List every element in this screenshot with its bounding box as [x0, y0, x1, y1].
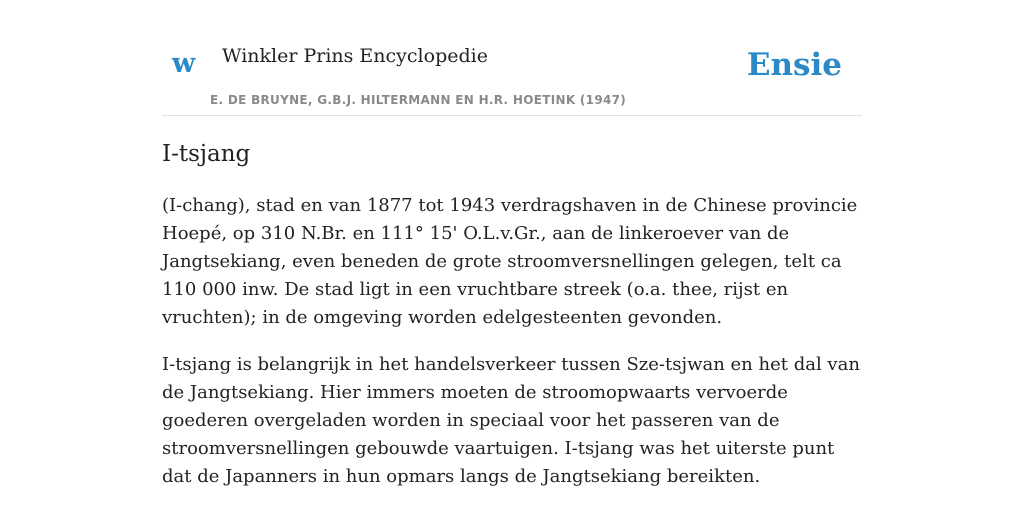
winkler-prins-logo[interactable]: w	[172, 48, 196, 79]
article-paragraph-1: (I-chang), stad en van 1877 tot 1943 verdragshaven in de Chinese provincie Hoepé, op 310 N.Br. en 111° 15' O.L.v.Gr., aan de linkeroever van de Jangtsekiang, even beneden de grote stroomversnellingen gelegen, telt ca 110 000 inw. De stad ligt in een vruchtbare streek (o.a. thee, rijst en vruchten); in de omgeving worden edelgesteenten gevonden.	[162, 195, 858, 328]
header	[162, 0, 862, 116]
authors-line: E. DE BRUYNE, G.B.J. HILTERMANN EN H.R. HOETINK (1947)	[210, 93, 627, 107]
ensie-logo[interactable]: Ensie	[746, 47, 842, 83]
article-paragraph-2: I-tsjang is belangrijk in het handelsverkeer tussen Sze-tsjwan en het dal van de Jangtsekiang. Hier immers moeten de stroomopwaarts vervoerde goederen overgeladen worden in speciaal voor het passeren van de stroomversnellingen gebouwde vaartuigen. I-tsjang was het uiterste punt dat de Japanners in hun opmars langs de Jangtsekiang bereikten.	[162, 354, 860, 487]
encyclopedia-title[interactable]: Winkler Prins Encyclopedie	[222, 45, 488, 67]
article-title: I-tsjang	[162, 141, 251, 167]
article-page	[162, 0, 862, 512]
